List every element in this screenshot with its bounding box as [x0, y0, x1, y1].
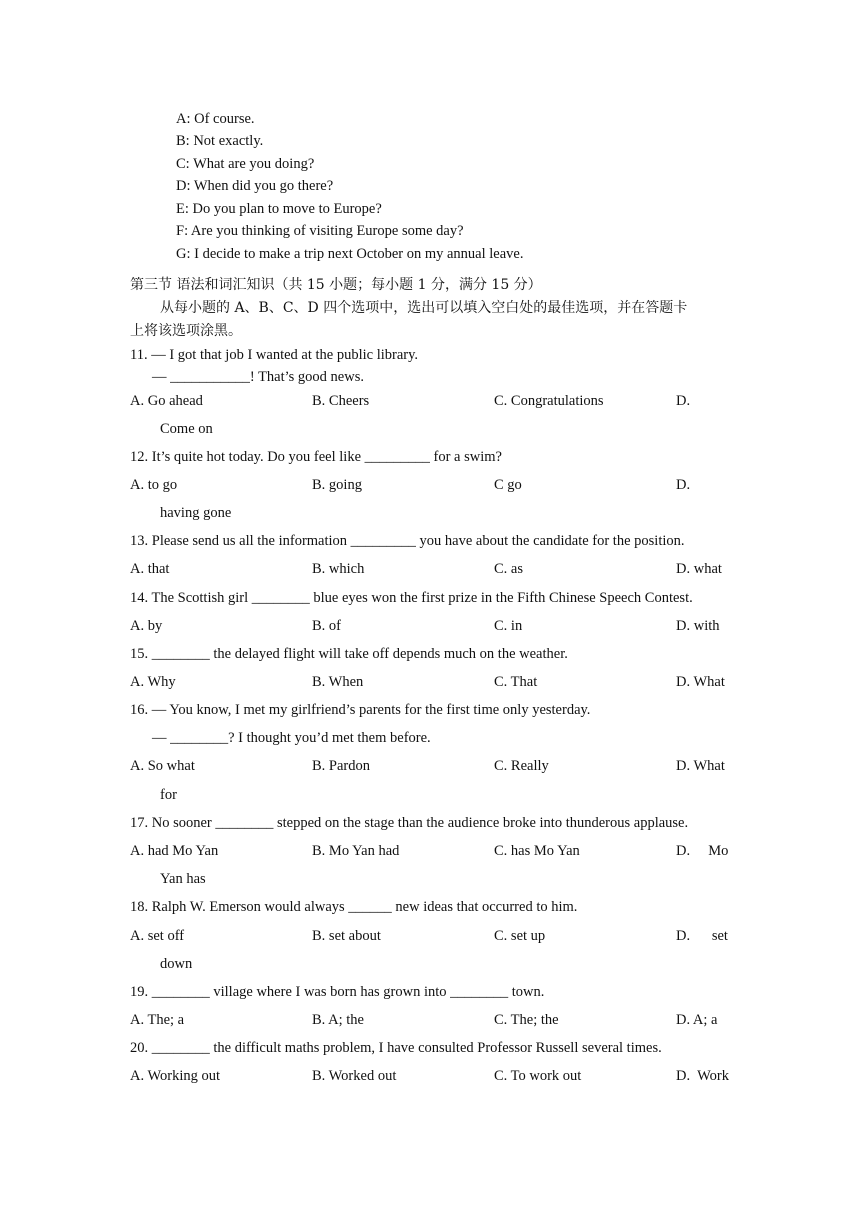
question-20-option-d: D. Work: [676, 1068, 729, 1084]
question-19-option-a: A. The; a: [130, 1012, 185, 1028]
question-16-option-d: D. What: [676, 758, 725, 774]
question-12-option-a: A. to go: [130, 477, 178, 493]
question-20-option-b: B. Worked out: [312, 1068, 397, 1084]
dialogue-option-a: A: Of course.: [176, 111, 255, 127]
question-19-stem: 19. ________ village where I was born has grown into ________ town.: [130, 984, 545, 1000]
instructions-line-1: 从每小题的 A、B、C、D 四个选项中，选出可以填入空白处的最佳选项，并在答题卡: [160, 300, 688, 316]
question-12-option-d-wrap: having gone: [160, 505, 232, 521]
question-15-stem: 15. ________ the delayed flight will take off depends much on the weather.: [130, 646, 568, 662]
dialogue-option-e: E: Do you plan to move to Europe?: [176, 201, 382, 217]
question-13-option-b: B. which: [312, 561, 365, 577]
question-14-stem: 14. The Scottish girl ________ blue eyes won the first prize in the Fifth Chinese Speech Contest.: [130, 590, 693, 606]
question-17-option-c: C. has Mo Yan: [494, 843, 580, 859]
question-11-stem-2: — ___________! That’s good news.: [152, 369, 364, 385]
question-20-option-a: A. Working out: [130, 1068, 220, 1084]
dialogue-option-c: C: What are you doing?: [176, 156, 315, 172]
dialogue-option-b: B: Not exactly.: [176, 133, 264, 149]
question-18-option-d: D. set: [676, 928, 728, 944]
question-11-option-a: A. Go ahead: [130, 393, 203, 409]
question-11-option-c: C. Congratulations: [494, 393, 604, 409]
question-13-stem: 13. Please send us all the information _________ you have about the candidate for the position.: [130, 533, 685, 549]
question-11-stem-1: 11. — I got that job I wanted at the public library.: [130, 347, 419, 363]
dialogue-option-d: D: When did you go there?: [176, 178, 334, 194]
question-17-option-d: D. Mo: [676, 843, 729, 859]
question-12-option-c: C go: [494, 477, 522, 493]
question-19-option-d: D. A; a: [676, 1012, 718, 1028]
question-14-option-c: C. in: [494, 618, 523, 634]
question-11-option-b: B. Cheers: [312, 393, 370, 409]
section-title: 第三节 语法和词汇知识（共 15 小题；每小题 1 分，满分 15 分）: [130, 277, 542, 293]
question-14-option-b: B. of: [312, 618, 341, 634]
question-12-option-b: B. going: [312, 477, 362, 493]
question-13-option-a: A. that: [130, 561, 170, 577]
question-18-option-d-wrap: down: [160, 956, 193, 972]
question-17-stem: 17. No sooner ________ stepped on the stage than the audience broke into thunderous applause.: [130, 815, 689, 831]
question-18-option-c: C. set up: [494, 928, 546, 944]
question-11-option-d: D.: [676, 393, 691, 409]
question-12-stem: 12. It’s quite hot today. Do you feel like _________ for a swim?: [130, 449, 502, 465]
question-13-option-d: D. what: [676, 561, 722, 577]
question-19-option-b: B. A; the: [312, 1012, 364, 1028]
question-16-stem-1: 16. — You know, I met my girlfriend’s parents for the first time only yesterday.: [130, 702, 591, 718]
question-20-stem: 20. ________ the difficult maths problem, I have consulted Professor Russell several times.: [130, 1040, 662, 1056]
question-14-option-d: D. with: [676, 618, 720, 634]
question-17-option-b: B. Mo Yan had: [312, 843, 400, 859]
question-15-option-a: A. Why: [130, 674, 176, 690]
question-13-option-c: C. as: [494, 561, 523, 577]
dialogue-option-f: F: Are you thinking of visiting Europe some day?: [176, 223, 464, 239]
question-16-option-c: C. Really: [494, 758, 549, 774]
instructions-line-2: 上将该选项涂黑。: [130, 323, 242, 339]
question-16-option-a: A. So what: [130, 758, 195, 774]
question-11-option-d-wrap: Come on: [160, 421, 213, 437]
dialogue-option-g: G: I decide to make a trip next October on my annual leave.: [176, 246, 524, 262]
question-17-option-d-wrap: Yan has: [160, 871, 206, 887]
question-18-option-b: B. set about: [312, 928, 381, 944]
question-12-option-d: D.: [676, 477, 691, 493]
question-16-option-b: B. Pardon: [312, 758, 370, 774]
question-18-option-a: A. set off: [130, 928, 185, 944]
question-15-option-c: C. That: [494, 674, 538, 690]
question-16-option-d-wrap: for: [160, 787, 177, 803]
question-15-option-d: D. What: [676, 674, 725, 690]
question-14-option-a: A. by: [130, 618, 163, 634]
question-15-option-b: B. When: [312, 674, 364, 690]
question-19-option-c: C. The; the: [494, 1012, 559, 1028]
question-16-stem-2: — ________? I thought you’d met them before.: [152, 730, 431, 746]
question-20-option-c: C. To work out: [494, 1068, 582, 1084]
question-18-stem: 18. Ralph W. Emerson would always ______ new ideas that occurred to him.: [130, 899, 578, 915]
question-17-option-a: A. had Mo Yan: [130, 843, 219, 859]
